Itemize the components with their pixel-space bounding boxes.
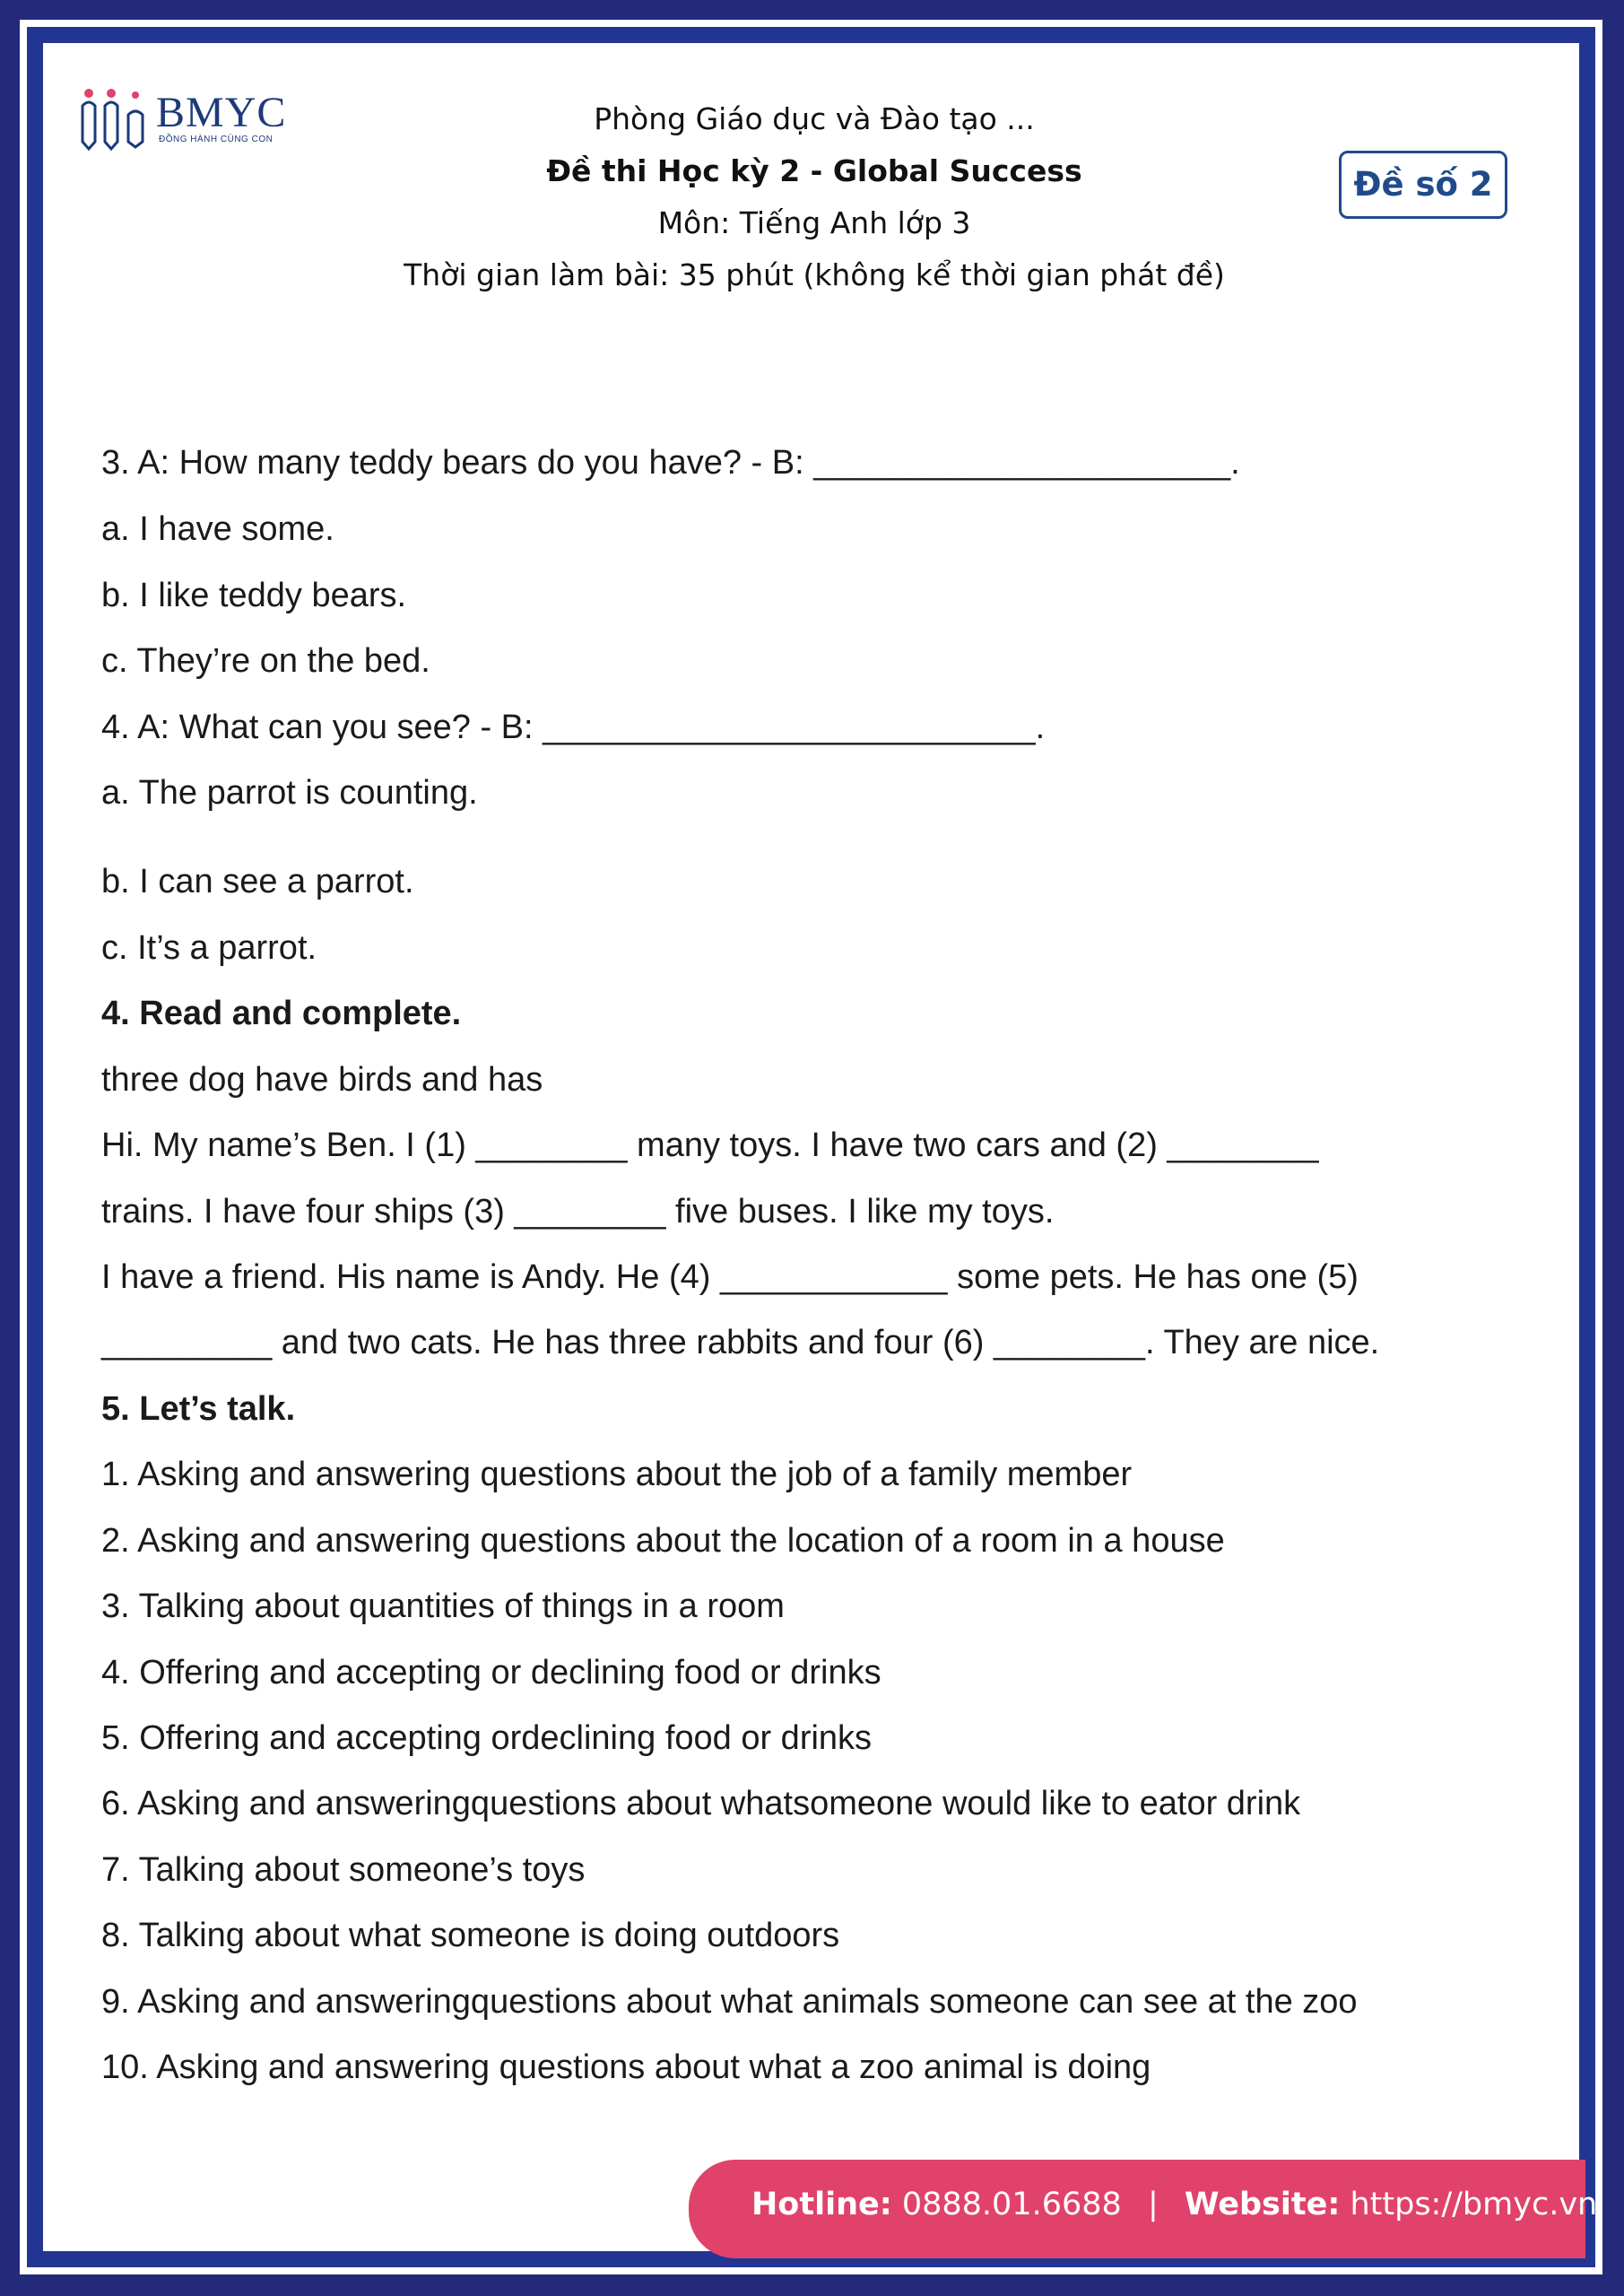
option-4b: b. I can see a parrot.: [101, 863, 414, 900]
talk-item: 6. Asking and answeringquestions about whatsomeone would like to eator drink: [101, 1785, 1301, 1822]
talk-item: 9. Asking and answeringquestions about what animals someone can see at the zoo: [101, 1983, 1358, 2021]
website-link[interactable]: https://bmyc.vn: [1350, 2187, 1598, 2222]
passage-line: Hi. My name’s Ben. I (1) ________ many toys. I have two cars and (2) ________: [101, 1126, 1319, 1164]
footer-separator: |: [1147, 2187, 1159, 2222]
option-3b: b. I like teddy bears.: [101, 577, 407, 614]
talk-item: 5. Offering and accepting ordeclining food or drinks: [101, 1719, 873, 1757]
passage-line: I have a friend. His name is Andy. He (4) ____________ some pets. He has one (5): [101, 1258, 1359, 1296]
talk-item: 7. Talking about someone’s toys: [101, 1851, 586, 1889]
talk-item: 3. Talking about quantities of things in a room: [101, 1587, 785, 1625]
talk-item: 2. Asking and answering questions about the location of a room in a house: [101, 1522, 1225, 1560]
question-4: 4. A: What can you see? - B: __________________________.: [101, 709, 1046, 746]
word-bank: three dog have birds and has: [101, 1061, 543, 1099]
option-4a: a. The parrot is counting.: [101, 774, 478, 812]
question-3: 3. A: How many teddy bears do you have? - B: ______________________.: [101, 444, 1240, 482]
department: Phòng Giáo dục và Đào tạo ...: [594, 101, 1035, 136]
duration: Thời gian làm bài: 35 phút (không kể thời gian phát đề): [404, 257, 1225, 292]
exam-number-badge: Đề số 2: [1339, 151, 1507, 219]
subject: Môn: Tiếng Anh lớp 3: [657, 205, 971, 240]
exam-page: [43, 43, 1579, 2251]
logo-name: BMYC: [156, 89, 287, 136]
option-3a: a. I have some.: [101, 510, 334, 548]
talk-item: 1. Asking and answering questions about the job of a family member: [101, 1456, 1133, 1493]
option-4c: c. It’s a parrot.: [101, 929, 317, 967]
family-icon: [79, 79, 154, 160]
passage-line: _________ and two cats. He has three rabbits and four (6) ________. They are nice.: [101, 1324, 1380, 1361]
section-lets-talk: 5. Let’s talk.: [101, 1390, 296, 1428]
exam-header: [366, 93, 1263, 301]
talk-item: 4. Offering and accepting or declining food or drinks: [101, 1654, 881, 1692]
hotline-label: Hotline:: [751, 2187, 892, 2222]
hotline-number[interactable]: 0888.01.6688: [901, 2187, 1122, 2222]
bmyc-logo: [79, 79, 312, 160]
talk-item: 10. Asking and answering questions about what a zoo animal is doing: [101, 2048, 1151, 2086]
website-label: Website:: [1184, 2187, 1341, 2222]
passage-line: trains. I have four ships (3) ________ five buses. I like my toys.: [101, 1193, 1055, 1231]
logo-tagline: ĐỒNG HÀNH CÙNG CON: [159, 135, 274, 144]
option-3c: c. They’re on the bed.: [101, 642, 430, 680]
exam-title: Đề thi Học kỳ 2 - Global Success: [546, 153, 1082, 188]
footer-contact-bar: [689, 2160, 1598, 2258]
talk-item: 8. Talking about what someone is doing outdoors: [101, 1917, 840, 1954]
section-read-complete: 4. Read and complete.: [101, 995, 462, 1032]
